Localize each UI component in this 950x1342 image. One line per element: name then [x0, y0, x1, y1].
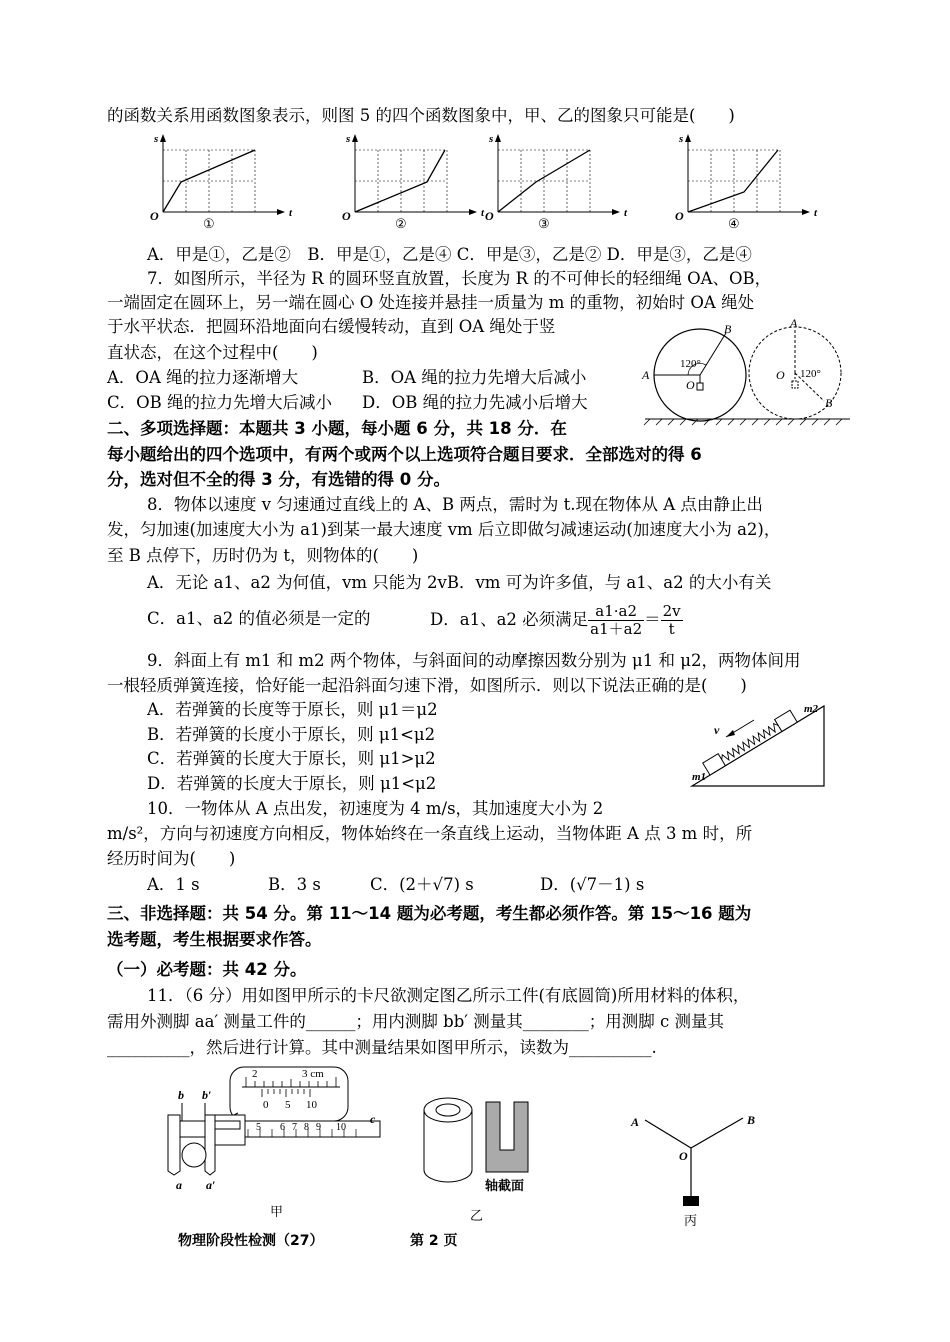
q7-option-d: D．OB 绳的拉力先减小后增大	[362, 393, 588, 412]
q6-graph-1	[150, 133, 293, 231]
q7-option-b: B．OA 绳的拉力先增大后减小	[362, 368, 587, 387]
q8-option-d-text: D．a1、a2 必须满足	[430, 610, 589, 629]
q11-line3: __________，然后进行计算。其中测量结果如图甲所示，读数为__________.	[107, 1038, 657, 1057]
caliper-vernier-0: 0	[263, 1099, 269, 1111]
bing-label-a: A	[631, 1115, 640, 1129]
q10-line1: 10．一物体从 A 点出发，初速度为 4 m/s，其加速度大小为 2	[147, 799, 604, 818]
caliper-figure	[160, 1063, 390, 1213]
q7-label-b: B	[724, 322, 732, 336]
caliper-scale-9: 9	[316, 1122, 321, 1133]
label-yi: 乙	[470, 1209, 484, 1224]
q6-origin: O	[342, 209, 351, 223]
q9-option-c: C．若弹簧的长度大于原长，则 μ1>μ2	[147, 749, 436, 768]
q8-line2: 发，匀加速(加速度大小为 a1)到某一最大速度 vm 后立即做匀减速运动(加速度大小为 a2)，	[107, 520, 781, 539]
q8-option-c: C．a1、a2 的值必须是一定的	[147, 609, 371, 628]
q7-angle-label-2: 120°	[800, 368, 821, 380]
q6-graph-4	[675, 133, 818, 231]
q9-option-b: B．若弹簧的长度小于原长，则 μ1<μ2	[147, 725, 436, 744]
caliper-label-b: b	[178, 1088, 184, 1102]
caliper-label-a-prime: a′	[206, 1178, 216, 1192]
q10-option-c: C．(2＋√7) s	[370, 875, 474, 894]
q8-line3: 至 B 点停下，历时仍为 t，则物体的( )	[107, 546, 419, 565]
q9-option-a: A．若弹簧的长度等于原长，则 μ1＝μ2	[147, 700, 438, 719]
caliper-scale-5: 5	[256, 1122, 261, 1133]
q6-origin: O	[485, 209, 494, 223]
q6-graph-label: ④	[728, 216, 740, 231]
q8-frac2-den: t	[668, 620, 675, 638]
caliper-vernier-10: 10	[306, 1099, 317, 1111]
caliper-scale-7: 7	[292, 1122, 297, 1133]
q7-ring-figure	[640, 315, 880, 425]
q6-graph-2	[342, 133, 485, 231]
label-jia: 甲	[270, 1205, 284, 1220]
q9-label-m2: m2	[804, 703, 819, 715]
q6-origin: O	[150, 209, 159, 223]
q6-text: 的函数关系用函数图象表示，则图 5 的四个函数图象中，甲、乙的图象只可能是( )	[107, 106, 735, 125]
caliper-main-2: 2	[252, 1068, 258, 1080]
q10-option-d: D．(√7－1) s	[540, 875, 645, 894]
section2-line2: 每小题给出的四个选项中，有两个或两个以上选项符合题目要求．全部选对的得 6	[107, 445, 702, 464]
q7-label-o: O	[686, 378, 695, 392]
q6-axis-t: t	[481, 207, 485, 219]
footer-title: 物理阶段性检测（27）	[178, 1233, 324, 1249]
q9-incline-figure	[692, 700, 832, 790]
q9-option-d: D．若弹簧的长度大于原长，则 μ1<μ2	[147, 774, 437, 793]
section3-line1: 三、非选择题：共 54 分。第 11～14 题为必考题，考生都必须作答。第 15～16 题为	[107, 904, 752, 923]
q7-option-a: A．OA 绳的拉力逐渐增大	[107, 368, 299, 387]
q8-fraction-2	[661, 603, 683, 638]
q8-equals: ＝	[644, 610, 661, 629]
q8-option-ab: A．无论 a1、a2 为何值，vm 只能为 2vB．vm 可为许多值，与 a1、a2 的大小有关	[147, 573, 772, 592]
q6-origin: O	[675, 209, 684, 223]
y-hang-figure	[625, 1106, 765, 1216]
q9-label-v: v	[714, 723, 720, 737]
caliper-scale-10: 10	[336, 1122, 346, 1133]
q6-axis-s: s	[679, 133, 684, 145]
q7-line2: 一端固定在圆环上，另一端在圆心 O 处连接并悬挂一质量为 m 的重物，初始时 OA 绳处	[107, 293, 755, 312]
q6-graph-3	[485, 133, 628, 231]
caliper-scale-8: 8	[304, 1122, 309, 1133]
q7-label-o2: O	[776, 368, 785, 382]
q7-angle-label: 120°	[680, 358, 701, 370]
q10-line3: 经历时间为( )	[107, 849, 236, 868]
q7-label-b2: B	[825, 396, 833, 410]
section3-line2: 选考题，考生根据要求作答。	[107, 930, 322, 949]
q9-line2: 一根轻质弹簧连接，恰好能一起沿斜面匀速下滑，如图所示．则以下说法正确的是( )	[107, 676, 747, 695]
q8-frac2-num: 2v	[662, 602, 681, 620]
q6-graph-label: ①	[203, 216, 215, 231]
q6-axis-s: s	[346, 133, 351, 145]
q11-line2: 需用外测脚 aa′ 测量工件的______；用内测脚 bb′ 测量其________；用测脚 c 测量其	[107, 1012, 725, 1031]
q10-option-b: B．3 s	[268, 875, 321, 894]
footer-page: 第 2 页	[410, 1233, 458, 1249]
q6-axis-s: s	[154, 133, 159, 145]
q9-label-m1: m1	[692, 771, 707, 783]
q8-line1: 8．物体以速度 v 匀速通过直线上的 A、B 两点，需时为 t.现在物体从 A 点由静止出	[147, 495, 763, 514]
q10-line2: m/s²，方向与初速度方向相反，物体始终在一条直线上运动，当物体距 A 点 3 m 时，所	[107, 824, 753, 843]
section2-line1: 二、多项选择题：本题共 3 小题，每小题 6 分，共 18 分．在	[107, 419, 567, 438]
q7-line1: 7．如图所示，半径为 R 的圆环竖直放置，长度为 R 的不可伸长的轻细绳 OA、OB，	[147, 269, 772, 288]
q6-axis-t: t	[624, 207, 628, 219]
bing-label-b: B	[747, 1113, 756, 1127]
section2-line3: 分，选对但不全的得 3 分，有选错的得 0 分。	[107, 470, 450, 489]
q8-frac1-den: a1＋a2	[590, 620, 643, 638]
caliper-label-b-prime: b′	[202, 1088, 212, 1102]
q7-line4: 直状态，在这个过程中( )	[107, 343, 318, 362]
label-bing: 丙	[684, 1214, 698, 1229]
q7-line3: 于水平状态．把圆环沿地面向右缓慢转动，直到 OA 绳处于竖	[107, 317, 556, 336]
caliper-vernier-5: 5	[285, 1099, 291, 1111]
caliper-scale-6: 6	[280, 1122, 285, 1133]
q8-frac1-num: a1·a2	[588, 603, 644, 621]
q11-line1: 11．（6 分）用如图甲所示的卡尺欲测定图乙所示工件(有底圆筒)所用材料的体积，	[147, 986, 750, 1005]
q10-option-a: A．1 s	[147, 875, 200, 894]
q6-axis-t: t	[814, 207, 818, 219]
bing-label-o: O	[679, 1149, 688, 1163]
q6-graph-label: ②	[395, 216, 407, 231]
q6-graphs	[0, 0, 950, 240]
q7-option-c: C．OB 绳的拉力先增大后减小	[107, 393, 333, 412]
q6-axis-s: s	[489, 133, 494, 145]
caliper-label-a: a	[176, 1178, 182, 1192]
q9-line1: 9．斜面上有 m1 和 m2 两个物体，与斜面间的动摩擦因数分别为 μ1 和 μ2，两物体间用	[147, 651, 801, 670]
q6-options: A．甲是①，乙是② B．甲是①，乙是④ C．甲是③，乙是② D．甲是③，乙是④	[147, 245, 752, 264]
label-axial-section: 轴截面	[485, 1179, 525, 1194]
q6-graph-label: ③	[538, 216, 550, 231]
q8-option-d	[430, 598, 683, 642]
caliper-main-3cm: 3 cm	[302, 1068, 324, 1080]
section3-line3: （一）必考题：共 42 分。	[107, 960, 307, 979]
caliper-label-c: c	[370, 1112, 376, 1126]
q7-label-a2: A	[790, 316, 798, 330]
q8-fraction-1	[588, 603, 644, 638]
q7-label-a: A	[642, 368, 650, 382]
q6-axis-t: t	[289, 207, 293, 219]
